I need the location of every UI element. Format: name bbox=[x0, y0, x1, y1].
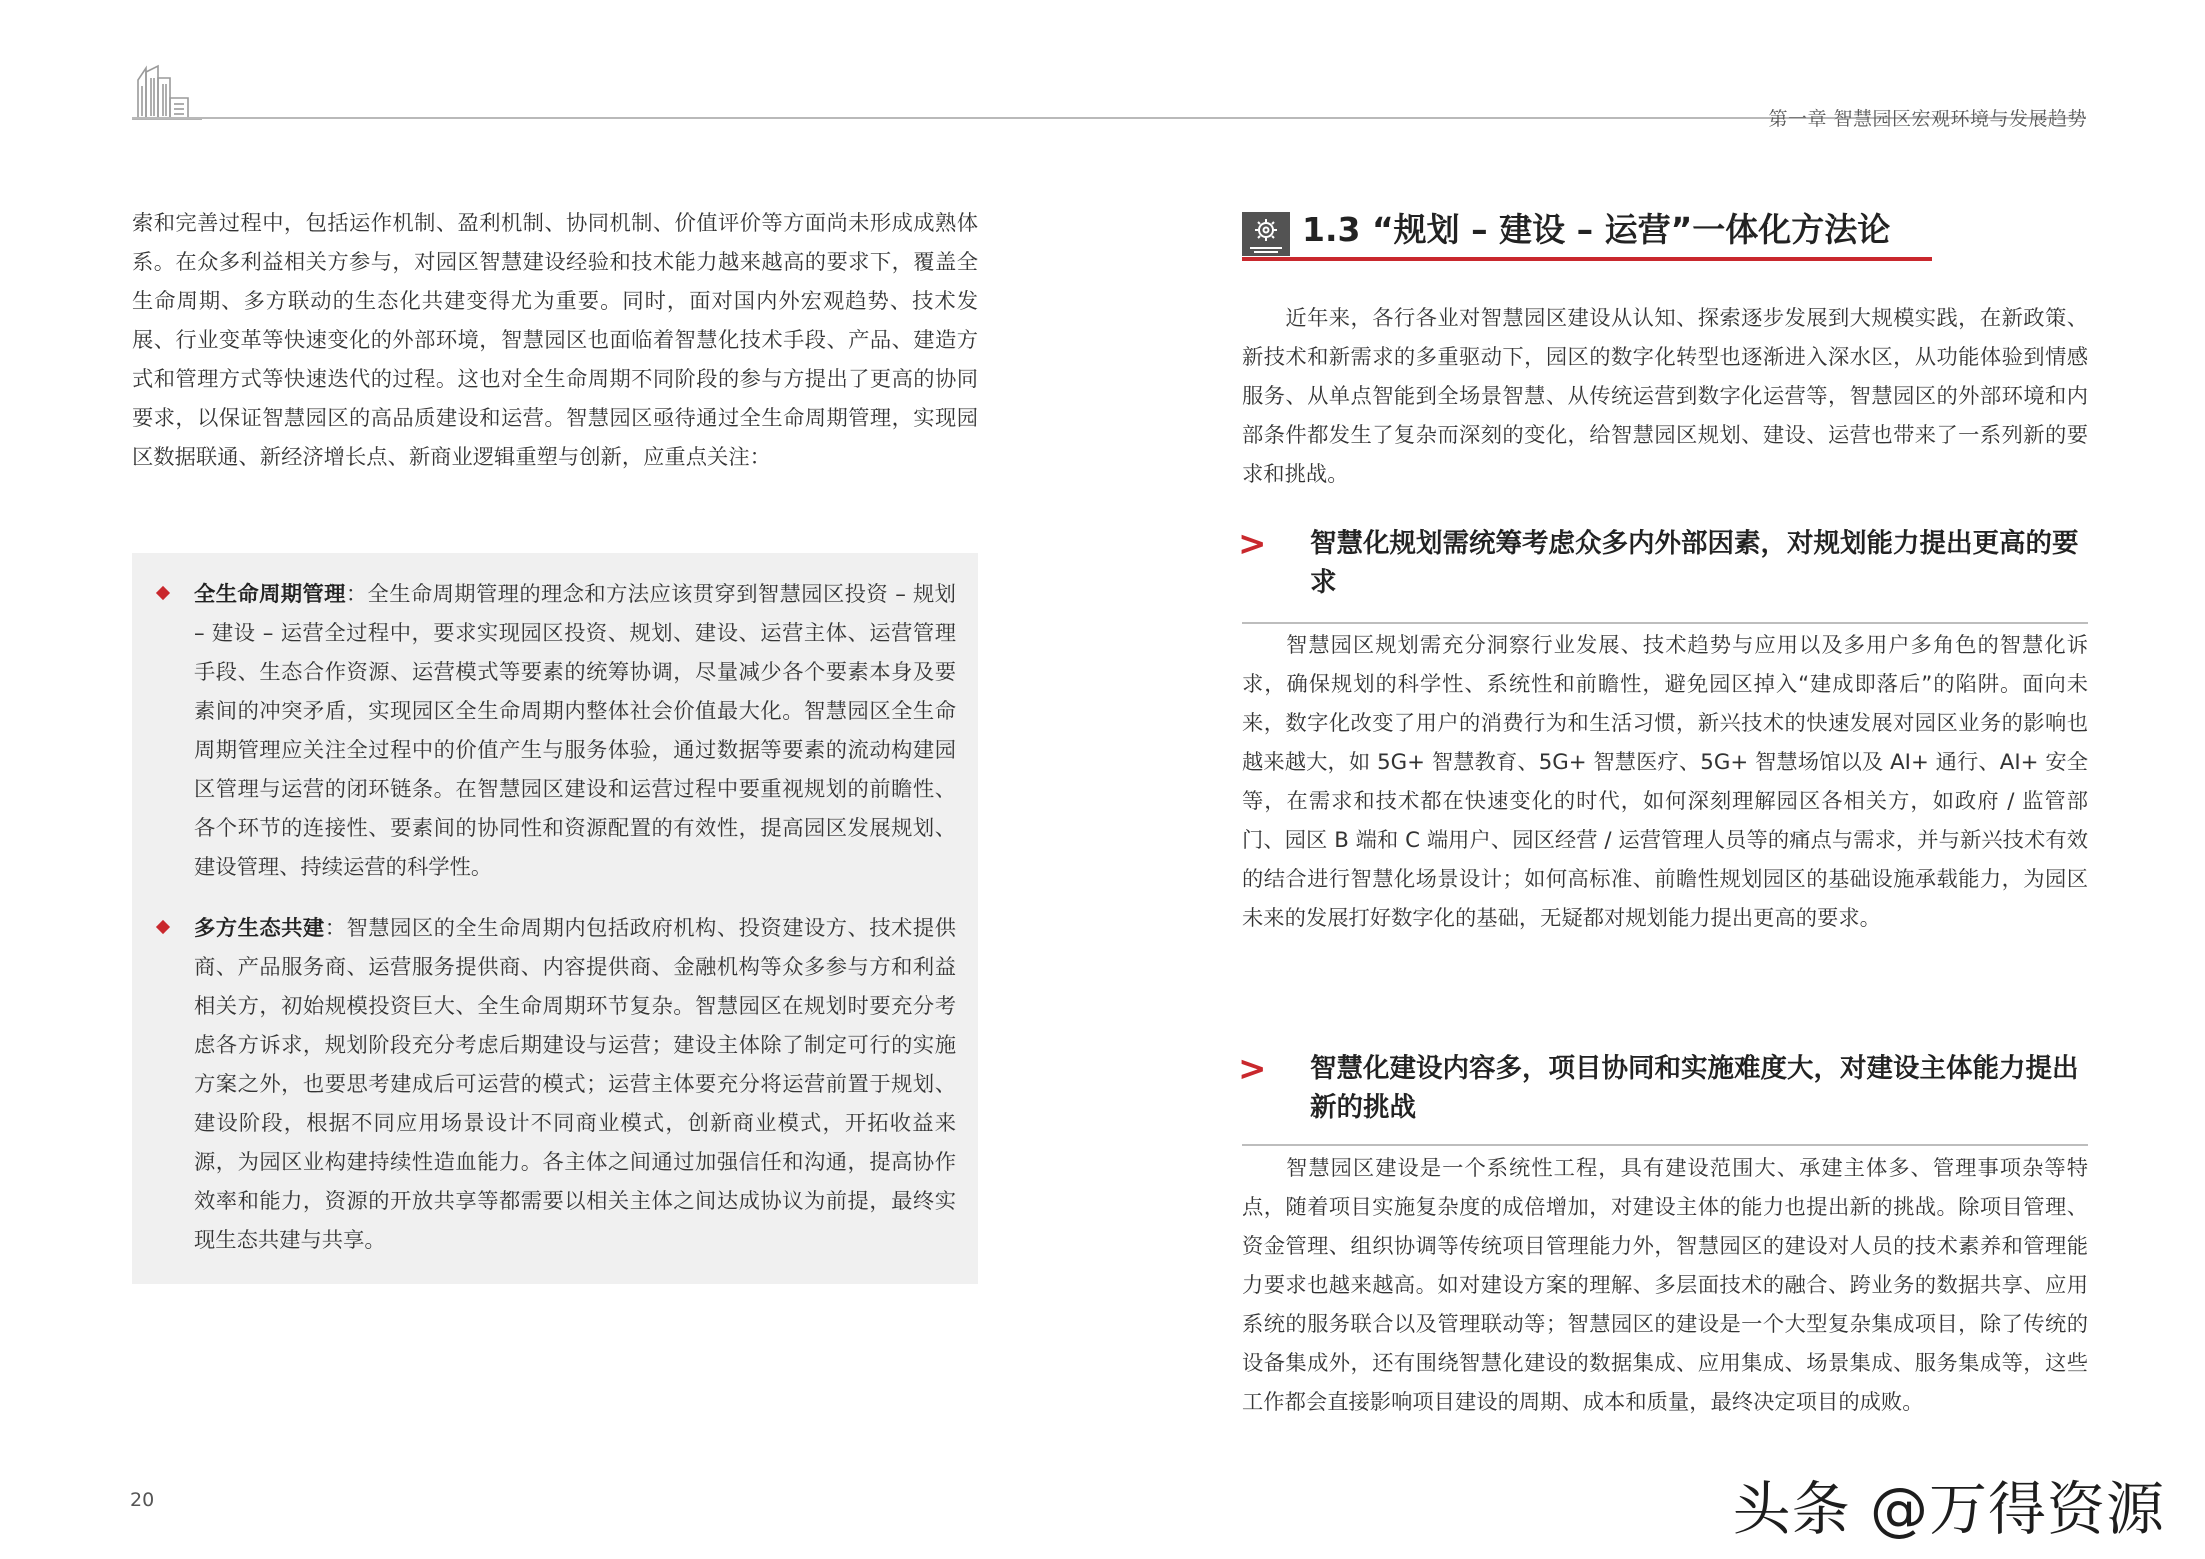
subsection-divider bbox=[1242, 1144, 2088, 1146]
section-title: 1.3 “规划 – 建设 – 运营”一体化方法论 bbox=[1302, 210, 1891, 249]
subsection-paragraph-planning bbox=[1242, 626, 2088, 938]
building-logo-icon bbox=[132, 62, 202, 120]
bullet-term: 多方生态共建 bbox=[194, 916, 325, 941]
bullet-text: ：智慧园区的全生命周期内包括政府机构、投资建设方、技术提供商、产品服务商、运营服务提供商、内容提供商、金融机构等众多参与方和利益相关方，初始规模投资巨大、全生命周期环节复杂。智慧园区在规划时要充分考虑各方诉求，规划阶段充分考虑后期建设与运营；建设主体除了制定可行的实施方案之外，也要思考建成后可运营的模式；运营主体要充分将运营前置于规划、建设阶段，根据不同应用场景设计不同商业模式，创新商业模式，开拓收益来源，为园区业构建持续性造血能力。各主体之间通过加强信任和沟通，提高协作效率和能力，资源的开放共享等都需要以相关主体之间达成协议为前提，最终实现生态共建与共享。 bbox=[194, 916, 956, 1253]
section-title-underline bbox=[1242, 257, 1932, 261]
chevron-right-icon: > bbox=[1238, 524, 1267, 564]
right-intro-paragraph bbox=[1242, 299, 2088, 494]
subsection-divider bbox=[1242, 622, 2088, 624]
page-number: 20 bbox=[130, 1489, 155, 1511]
subsection-heading-planning: 智慧化规划需统筹考虑众多内外部因素，对规划能力提出更高的要求 bbox=[1310, 528, 2079, 598]
bullet-ecosystem-co-construction bbox=[194, 909, 956, 1260]
right-intro-text: 近年来，各行各业对智慧园区建设从认知、探索逐步发展到大规模实践，在新政策、新技术和新需求的多重驱动下，园区的数字化转型也逐渐进入深水区，从功能体验到情感服务、从单点智能到全场景智慧、从传统运营到数字化运营等，智慧园区的外部环境和内部条件都发生了复杂而深刻的变化，给智慧园区规划、建设、运营也带来了一系列新的要求和挑战。 bbox=[1242, 306, 2088, 487]
watermark: 头条 @万得资源 bbox=[1732, 1475, 2165, 1543]
left-intro-paragraph: 索和完善过程中，包括运作机制、盈利机制、协同机制、价值评价等方面尚未形成成熟体系。在众多利益相关方参与，对园区智慧建设经验和技术能力越来越高的要求下，覆盖全生命周期、多方联动的生态化共建变得尤为重要。同时，面对国内外宏观趋势、技术发展、行业变革等快速变化的外部环境，智慧园区也面临着智慧化技术手段、产品、建造方式和管理方式等快速迭代的过程。这也对全生命周期不同阶段的参与方提出了更高的协同要求，以保证智慧园区的高品质建设和运营。智慧园区亟待通过全生命周期管理，实现园区数据联通、新经济增长点、新商业逻辑重塑与创新，应重点关注： bbox=[132, 211, 978, 470]
subsection-text: 智慧园区规划需充分洞察行业发展、技术趋势与应用以及多用户多角色的智慧化诉求，确保规划的科学性、系统性和前瞻性，避免园区掉入“建成即落后”的陷阱。面向未来，数字化改变了用户的消费行为和生活习惯，新兴技术的快速发展对园区业务的影响也越来越大，如 5G+ 智慧教育、5G+ 智慧医疗、5G+ 智慧场馆以及 AI+ 通行、AI+ 安全等，在需求和技术都在快速变化的时代，如何深刻理解园区各相关方，如政府 / 监管部门、园区 B 端和 C 端用户、园区经营 / 运营管理人员等的痛点与需求，并与新兴技术有效的结合进行智慧化场景设计；如何高标准、前瞻性规划园区的基础设施承载能力，为园区未来的发展打好数字化的基础，无疑都对规划能力提出更高的要求。 bbox=[1242, 633, 2088, 931]
key-points-panel bbox=[132, 553, 978, 1284]
chevron-right-icon: > bbox=[1238, 1049, 1267, 1089]
bullet-text: ：全生命周期管理的理念和方法应该贯穿到智慧园区投资 – 规划 – 建设 – 运营全过程中，要求实现园区投资、规划、建设、运营主体、运营管理手段、生态合作资源、运营模式等要素的统筹协调，尽量减少各个要素本身及要素间的冲突矛盾，实现园区全生命周期内整体社会价值最大化。智慧园区全生命周期管理应关注全过程中的价值产生与服务体验，通过数据等要素的流动构建园区管理与运营的闭环链条。在智慧园区建设和运营过程中要重视规划的前瞻性、各个环节的连接性、要素间的协同性和资源配置的有效性，提高园区发展规划、建设管理、持续运营的科学性。 bbox=[194, 582, 957, 880]
red-diamond-bullet-icon bbox=[156, 586, 170, 600]
subsection-text: 智慧园区建设是一个系统性工程，具有建设范围大、承建主体多、管理事项杂等特点，随着项目实施复杂度的成倍增加，对建设主体的能力也提出新的挑战。除项目管理、资金管理、组织协调等传统项目管理能力外，智慧园区的建设对人员的技术素养和管理能力要求也越来越高。如对建设方案的理解、多层面技术的融合、跨业务的数据共享、应用系统的服务联合以及管理联动等；智慧园区的建设是一个大型复杂集成项目，除了传统的设备集成外，还有围绕智慧化建设的数据集成、应用集成、场景集成、服务集成等，这些工作都会直接影响项目建设的周期、成本和质量，最终决定项目的成败。 bbox=[1242, 1156, 2088, 1415]
red-diamond-bullet-icon bbox=[156, 920, 170, 934]
bullet-lifecycle-management bbox=[194, 575, 956, 887]
section-gear-icon bbox=[1242, 212, 1290, 256]
chapter-title: 第一章 智慧园区宏观环境与发展趋势 bbox=[1768, 108, 2087, 130]
subsection-paragraph-construction bbox=[1242, 1149, 2088, 1422]
subsection-heading-construction: 智慧化建设内容多，项目协同和实施难度大，对建设主体能力提出新的挑战 bbox=[1310, 1053, 2079, 1123]
bullet-term: 全生命周期管理 bbox=[194, 582, 346, 607]
